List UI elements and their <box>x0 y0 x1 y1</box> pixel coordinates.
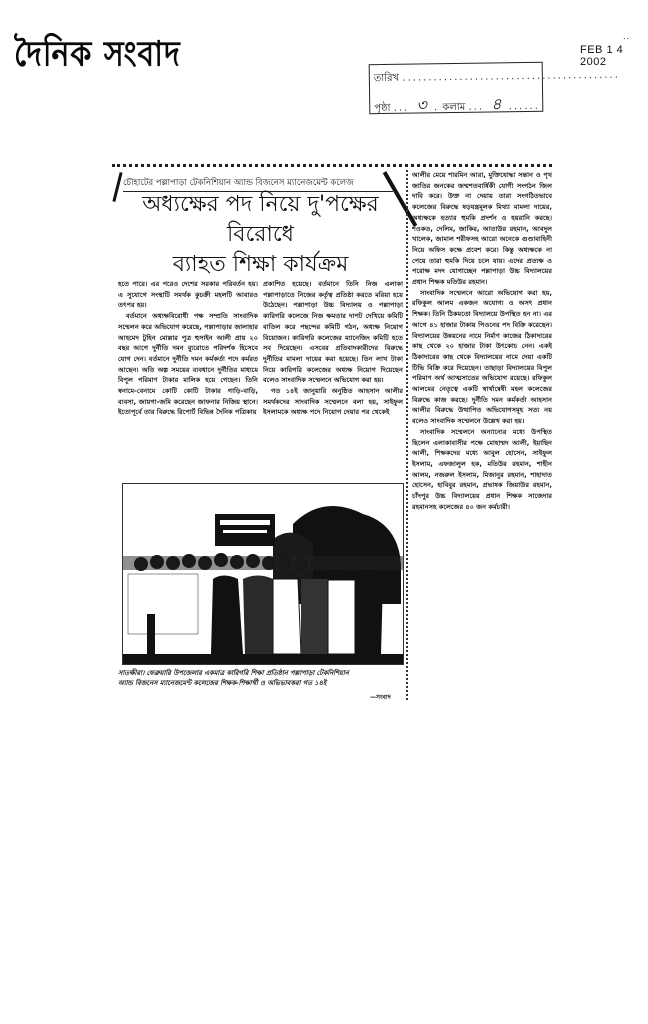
stamp-dotted-line: ...... <box>508 100 540 113</box>
paragraph: সাংবাদিক সম্মেলনে অন্যান্যের মধ্যে উপস্থিত ছিলেন এলাকাবাসীর পক্ষে মোহাম্মদ আলী, ইয়াছিন আলী, শিক্ষকদের মধ্যে আবুল হোসেন, সাইফুল ইসলাম, এফজালুল হক, মতিউর রহমান, শাহীন আলম, নজরুল ইসলাম, মিজানুর রহমান, শাহাদাত হোসেন, হাবিবুর রহমান, প্রভাষক জিয়াউর রহমান, চাঁদপুর উচ্চ বিদ্যালয়ের প্রধান শিক্ষক সাজেদার রহমানসহ কলেজের ৪০ জন কর্মচারী। <box>412 427 552 511</box>
caption-line: অ্যান্ড বিজনেস ম্যানেজমেন্ট কলেজের শিক্ষক-শিক্ষার্থী ও অভিভাবকরা গত ১৪ই <box>118 679 327 687</box>
stamp-page-value: ৩ <box>416 95 427 115</box>
photo-ground <box>123 654 403 664</box>
paragraph: হতে পারে। এর পরেও দেশের সরকার পরিবর্তন হয়। এ সুযোগে সংস্থাটি সমর্থক কুচক্রী মহলটি আবারও তৎপর হয়। <box>118 280 258 310</box>
headline-line-1: অধ্যক্ষের পদ নিয়ে দু'পক্ষের বিরোধে <box>142 192 379 247</box>
article-column-2 <box>263 279 403 480</box>
article-photo <box>122 483 404 665</box>
caption-line: সাতক্ষীরা। ফেব্রুয়ারি উপজেলার একমাত্র কারিগরি শিক্ষা প্রতিষ্ঠান পল্লাপাড়া টেকনিশিয়ান <box>118 669 349 677</box>
column-divider <box>406 170 409 700</box>
article-column-3 <box>412 170 552 725</box>
article-column-1 <box>118 279 258 480</box>
stamp-dotted-line: ... <box>393 102 410 114</box>
stamp-date-row <box>374 68 620 88</box>
stamp-dotted-line: .......................................... <box>402 69 620 84</box>
filing-stamp-box <box>369 62 620 115</box>
paragraph: প্রকাশিত হয়েছে। বর্তমানে তিনি নিজ এলাকা পল্লাপাড়াতে নিজের কর্তৃত্ব প্রতিষ্ঠা করতে মরিয়া হয়ে উঠেছেন। পল্লাপাড়া উচ্চ বিদ্যালয় ও পল্লাপাড়া কারিগরি কলেজে নিজ ক্ষমতার দাপট দেখিয়ে কমিটি বাতিল করে পছন্দের কমিটি গঠন, অধ্যক্ষ নিয়োগ বিয়োজন। কারিগরি কলেজের ম্যানেজিং কমিটি হতে সব দিয়েছেন। এসবের প্রতিবাদকারীদের বিরুদ্ধে দুর্নীতির মামলা দায়ের করা হয়েছে। তিন লাখ টাকা নিয়ে কারিগরি কলেজের অধ্যক্ষ নিয়োগ দিয়েছেন বলেও সাংবাদিক সম্মেলনে অভিযোগ করা হয়। <box>263 280 403 385</box>
stamp-column-value: ৪ <box>491 94 502 114</box>
stamp-page-label: পৃষ্ঠা <box>374 102 391 115</box>
group-photo-illustration <box>123 484 403 664</box>
newspaper-masthead: দৈনিক সংবাদ <box>14 34 181 75</box>
stamp-date-label: তারিখ <box>373 72 400 85</box>
date-stamp: FEB 1 4 2002 <box>580 44 624 68</box>
photo-credit: —সংবাদ <box>370 694 391 701</box>
stamp-dotted-line: ... <box>468 101 485 113</box>
paragraph: বর্তমানে অধ্যক্ষবিরোধী পক্ষ সম্প্রতি সাংবাদিক সম্মেলন করে অভিযোগ করেছে, পল্লাপাড়ার জালাহার আহমেদ টুহিন মোল্লার পুত্র হুসাইন আলী প্রায় ২০ বছর আগে দুর্নীতি দমন ব্যুরোতে পরিদর্শক হিসেবে যোগ দেন। বর্তমানে দুর্নীতি দমন কর্মকর্তা পদে কর্মরত আছেন। অতি অল্প সময়ের ব্যবধানে দুর্নীতির মাধ্যমে বিপুল পরিমাণ টাকার মালিক হয়ে গেছেন। তিনি স্বনামে-বেনামে কোটি কোটি টাকার গাড়ি-বাড়ি, ব্যবসা, জায়গা-জমি করেছেন জাফনার নিজিয় স্থানে। ইতোপূর্বে তার বিরুদ্ধে রিপোর্ট বিভিন্ন দৈনিক পত্রিকায় <box>118 312 258 417</box>
stamp-dotted-line: . <box>433 102 440 114</box>
article-kicker: চৌহাটের পল্লাপাড়া টেকনিশিয়ান অ্যান্ড বিজনেস ম্যানেজমেন্ট কলেজ <box>123 176 393 192</box>
stamp-page-row <box>374 91 540 120</box>
article-headline <box>118 190 403 280</box>
stamp-column-label: কলাম <box>442 101 466 114</box>
paragraph: আলীর মেয়ে শারমিন আরা, মুক্তিযোদ্ধা সন্তান ও পৃথ জাতির জনকের জন্মশতবার্ষিকী যোগী সংগঠন জিল দাবি করে। উক্ত না দেয়ায় তারা সংগঠিতভাবে কলেজের বিরুদ্ধে ষড়যন্ত্রমূলক মিথ্যা মামলা দায়ের, অধ্যক্ষকে হত্যার হুমকি প্রদর্শন ও হয়রানি করছে। শওকত, দেলিম, জাকির, আতাউর রহমান, আবদুল খালেক, জামাল শরীফসহ আরো অনেকে গুণ্ডাবাহিনী নিয়ে অফিস কক্ষে প্রবেশ করে। কিন্তু অধ্যক্ষকে না পেয়ে তারা হুমকি দিয়ে চলে যায়। এদের প্রত্যক্ষ ও পরোক্ষ মদদ যোগাচ্ছেন পল্লাপাড়া উচ্চ বিদ্যালয়ের প্রধান শিক্ষক মতিউর রহমান। <box>412 171 552 287</box>
date-stamp-marks: .. <box>623 32 631 41</box>
paragraph: সাংবাদিক সম্মেলনে আরো অভিযোগ করা হয়, রফিকুল আলম একজন অযোগ্য ও অসৎ প্রধান শিক্ষক। তিনি ঠিকমতো বিদ্যালয়ে উপস্থিত হন না। এর আগে ৪১ হাজার টাকায় পিওনের পদ বিক্রি করেছেন। বিদ্যালয়ের উন্নয়নের নামে নির্মাণ কাজের ঠিকাদারের কাছ থেকে ২০ হাজার টাকা উৎকোচ নেন। একই ঠিকাদারের কাছ থেকে বিদ্যালয়ের নামে দেয়া একটি টিভি বিক্রি করে দিয়েছেন। তাছাড়া বিদ্যালয়ের বিপুল পরিমাণ অর্থ আত্মসাতের অভিযোগ রয়েছে। রফিকুল আলমের নেতৃত্বে একটি স্বার্থান্বেষী মহল কলেজের বিরুদ্ধে কাজ করছে। দুর্নীতি দমন কর্মকর্তা আহসান আলীর বিরুদ্ধে উত্থাপিত অভিযোগসমূহ সত্য নয় বলেও সাংবাদিক সম্মেলনে উল্লেখ করা হয়। <box>412 288 552 426</box>
paragraph: গত ১৪ই জানুয়ারি অনুষ্ঠিত আহসান আলীর সমর্থকদের সাংবাদিক সম্মেলনে বলা হয়, সাইফুল ইসলামকে অধ্যক্ষ পদে নিয়োগ দেয়ার পর থেকেই <box>263 387 403 417</box>
photo-caption <box>118 668 403 688</box>
headline-line-2: ব্যাহত শিক্ষা কার্যক্রম <box>172 252 349 277</box>
